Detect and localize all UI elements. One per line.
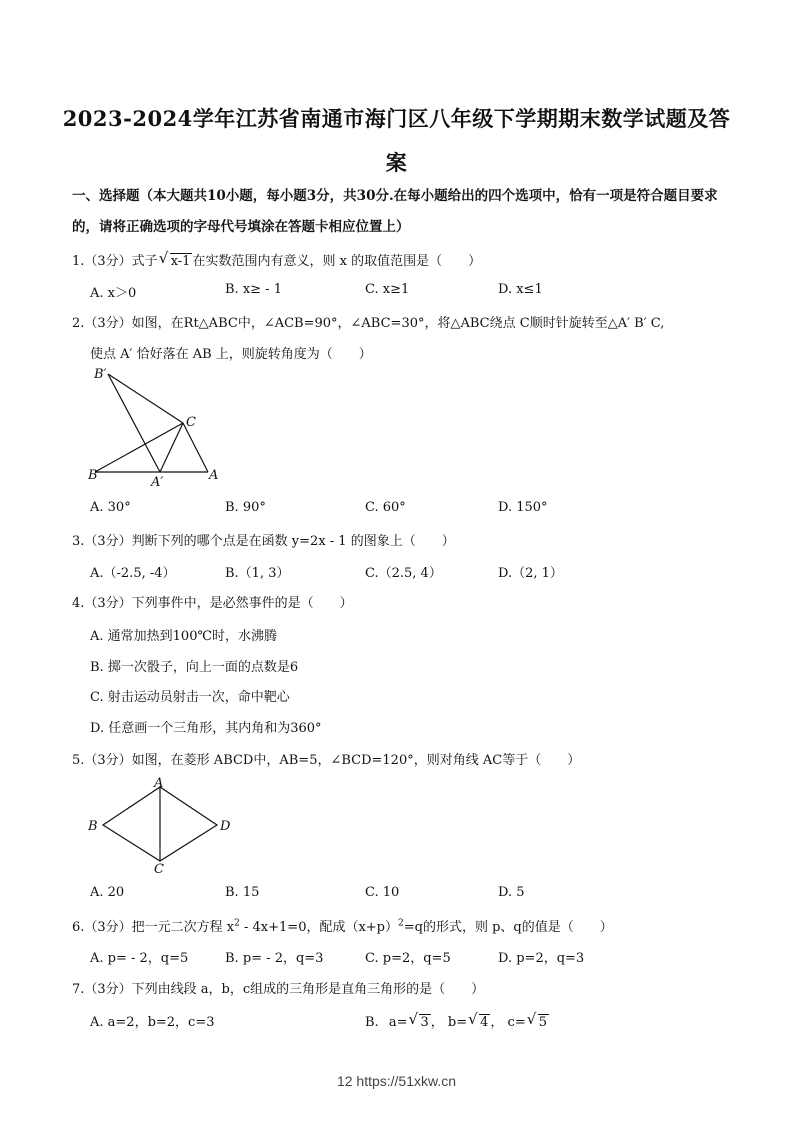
exponent-1: 2 (234, 918, 240, 929)
question-6 (72, 916, 613, 935)
q4-option-d: D. 任意画一个三角形，其内角和为360° (90, 721, 322, 736)
q7-option-a: A. a=2，b=2，c=3 (90, 1015, 215, 1030)
q6-option-d: D. p=2，q=3 (498, 951, 585, 966)
q4-option-a: A. 通常加热到100℃时，水沸腾 (90, 629, 278, 644)
question-6-part-c: =q的形式，则 p、q的值是（ ） (403, 920, 613, 935)
q2-option-a: A. 30° (90, 500, 131, 515)
q5-rhombus-figure (85, 775, 245, 875)
q7-c-radical: √ 5 (538, 1014, 549, 1030)
label-a-prime: A′ (151, 475, 164, 490)
q4-option-b: B. 掷一次骰子，向上一面的点数是6 (90, 660, 299, 675)
q7-a-radical: √ 3 (419, 1014, 430, 1030)
q7-b-label: b= (447, 1015, 468, 1030)
question-6-part-b: - 4x+1=0，配成（x+p） (239, 920, 399, 935)
section-heading: 一、选择题（本大题共10小题，每小题3分，共30分.在每小题给出的四个选项中，恰有一项是符合题目要求的，请将正确选项的字母代号填涂在答题卡相应位置上） (72, 188, 718, 235)
q2-option-b: B. 90° (225, 500, 266, 515)
q6-option-a: A. p= - 2，q=5 (90, 951, 189, 966)
q2-option-c: C. 60° (365, 500, 406, 515)
q7-option-b: B. a=√ 3 ， b=√ 4 ， c=√ 5 (365, 1011, 549, 1030)
question-1-prefix: 1.（3分）式子 (72, 254, 158, 269)
q1-option-d: D. x≤1 (498, 282, 543, 297)
question-6-part-a: 6.（3分）把一元二次方程 x (72, 920, 235, 935)
q1-option-a: A. x＞0 (90, 286, 137, 301)
line-bprime-aprime (108, 374, 160, 472)
label-a: A (209, 468, 219, 483)
label-b: B (88, 819, 98, 834)
q5-option-b: B. 15 (225, 885, 260, 900)
label-b: B (88, 468, 98, 483)
question-2-line-1: 2.（3分）如图，在Rt△ABC中，∠ACB=90°，∠ABC=30°，将△ABC绕点 C顺时针旋转至△A′ B′ C, (72, 316, 665, 331)
q6-option-c: C. p=2，q=5 (365, 951, 451, 966)
q5-option-c: C. 10 (365, 885, 400, 900)
line-bprime-c (108, 374, 183, 423)
question-1-radical: √ x-1 (170, 253, 193, 269)
q3-option-b: B.（1, 3） (225, 566, 290, 581)
page-footer: 12 https://51xkw.cn (336, 1073, 457, 1089)
q7-b-radical: √ 4 (479, 1014, 490, 1030)
q6-option-b: B. p= - 2，q=3 (225, 951, 324, 966)
q1-option-c: C. x≥1 (365, 282, 410, 297)
question-5: 5.（3分）如图，在菱形 ABCD中，AB=5，∠BCD=120°，则对角线 AC等于（ ） (72, 753, 581, 768)
question-1-suffix: 在实数范围内有意义，则 x 的取值范围是（ ） (192, 254, 482, 269)
q7-option-b-prefix: B. (365, 1015, 379, 1030)
line-b-c (95, 423, 183, 472)
q3-option-d: D.（2, 1） (498, 566, 563, 581)
q2-triangle-figure (85, 362, 235, 492)
label-c: C (186, 415, 196, 430)
question-7: 7.（3分）下列由线段 a，b，c组成的三角形是直角三角形的是（ ） (72, 982, 485, 997)
exponent-2: 2 (398, 918, 404, 929)
q1-option-b: B. x≥ - 1 (225, 282, 282, 297)
q3-option-c: C.（2.5, 4） (365, 566, 442, 581)
q5-option-d: D. 5 (498, 885, 525, 900)
question-4: 4.（3分）下列事件中，是必然事件的是（ ） (72, 596, 353, 611)
label-c: C (154, 862, 164, 875)
q4-option-c: C. 射击运动员射击一次，命中靶心 (90, 690, 290, 705)
q7-a-label: a= (388, 1015, 408, 1030)
page-title-continued: 案 (385, 150, 408, 175)
q7-c-label: c= (507, 1015, 526, 1030)
q2-option-d: D. 150° (498, 500, 548, 515)
question-1 (72, 250, 481, 269)
q5-option-a: A. 20 (90, 885, 125, 900)
page-title: 2023-2024学年江苏省南通市海门区八年级下学期期末数学试题及答 (62, 106, 731, 131)
label-a: A (154, 776, 164, 791)
question-2-line-2: 使点 A′ 恰好落在 AB 上，则旋转角度为（ ） (90, 347, 372, 362)
line-c-a (183, 423, 208, 472)
q3-option-a: A.（-2.5, -4） (90, 566, 176, 581)
question-3: 3.（3分）判断下列的哪个点是在函数 y=2x - 1 的图象上（ ） (72, 534, 455, 549)
label-b-prime: B′ (94, 367, 107, 382)
line-c-aprime (160, 423, 183, 472)
label-d: D (220, 819, 231, 834)
